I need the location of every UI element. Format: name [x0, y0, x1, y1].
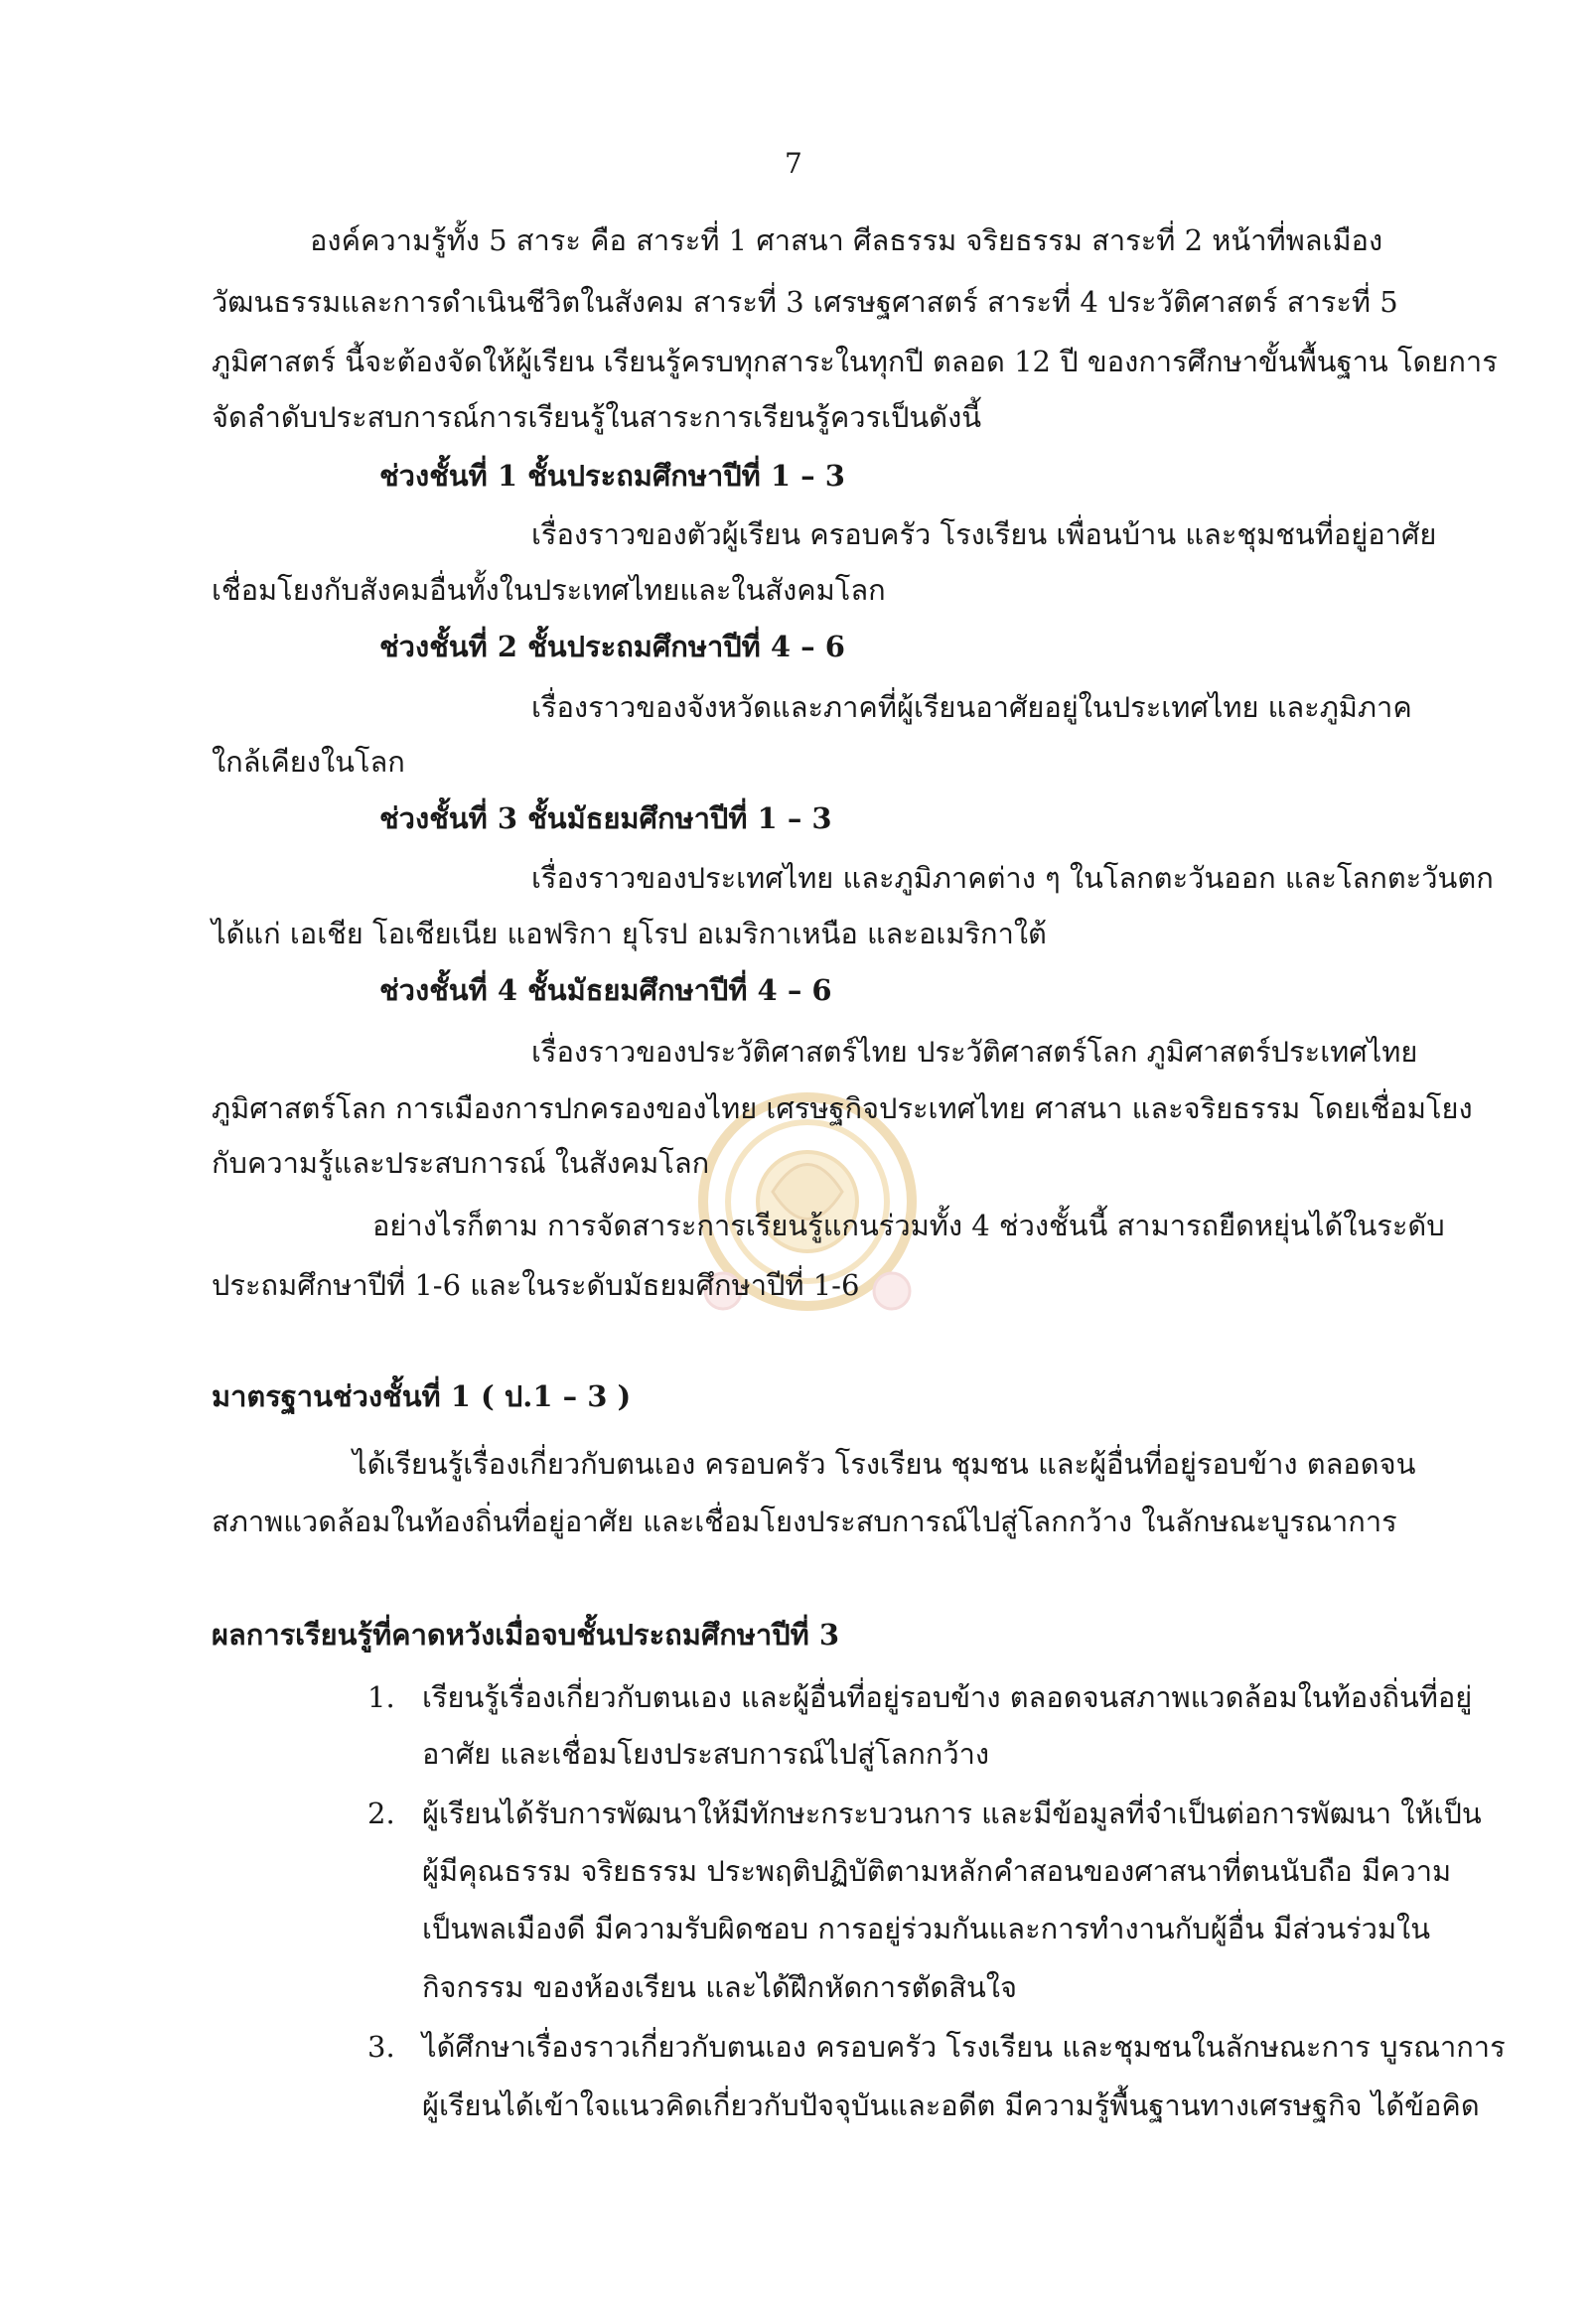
level1-line-1: เรื่องราวของตัวผู้เรียน ครอบครัว โรงเรียน เพื่อนบ้าน และชุมชนที่อยู่อาศัย [531, 517, 1437, 551]
closing-line-1: อย่างไรก็ตาม การจัดสาระการเรียนรู้แกนร่วมทั้ง 4 ช่วงชั้นนี้ สามารถยืดหยุ่นได้ในระดับ [372, 1209, 1445, 1242]
outcome-1-line-1: เรียนรู้เรื่องเกี่ยวกับตนเอง และผู้อื่นที่อยู่รอบข้าง ตลอดจนสภาพแวดล้อมในท้องถิ่นที่อยู่ [422, 1680, 1473, 1714]
level3-heading: ช่วงชั้นที่ 3 ชั้นมัธยมศึกษาปีที่ 1 – 3 [379, 801, 832, 835]
outcome-number: 3. [367, 2030, 395, 2064]
outcome-2-line-1: ผู้เรียนได้รับการพัฒนาให้มีทักษะกระบวนการ และมีข้อมูลที่จำเป็นต่อการพัฒนา ให้เป็น [422, 1797, 1482, 1830]
level1-heading: ช่วงชั้นที่ 1 ชั้นประถมศึกษาปีที่ 1 – 3 [379, 459, 845, 493]
outcome-number: 1. [367, 1680, 395, 1714]
outcome-2-line-2: ผู้มีคุณธรรม จริยธรรม ประพฤติปฏิบัติตามหลักคำสอนของศาสนาที่ตนนับถือ มีความ [422, 1854, 1452, 1888]
outcome-3-line-1: ได้ศึกษาเรื่องราวเกี่ยวกับตนเอง ครอบครัว โรงเรียน และชุมชนในลักษณะการ บูรณาการ [422, 2030, 1506, 2064]
level2-heading: ช่วงชั้นที่ 2 ชั้นประถมศึกษาปีที่ 4 – 6 [379, 630, 845, 663]
level1-line-2: เชื่อมโยงกับสังคมอื่นทั้งในประเทศไทยและในสังคมโลก [212, 573, 886, 607]
level3-line-2: ได้แก่ เอเชีย โอเชียเนีย แอฟริกา ยุโรป อเมริกาเหนือ และอเมริกาใต้ [212, 917, 1047, 950]
outcome-2-line-4: กิจกรรม ของห้องเรียน และได้ฝึกหัดการตัดสินใจ [422, 1970, 1017, 2004]
outcome-3-line-2: ผู้เรียนได้เข้าใจแนวคิดเกี่ยวกับปัจจุบันและอดีต มีความรู้พื้นฐานทางเศรษฐกิจ ได้ข้อคิด [422, 2088, 1480, 2122]
outcome-2-line-3: เป็นพลเมืองดี มีความรับผิดชอบ การอยู่ร่วมกันและการทำงานกับผู้อื่น มีส่วนร่วมใน [422, 1912, 1431, 1945]
intro-line-4: จัดลำดับประสบการณ์การเรียนรู้ในสาระการเรียนรู้ควรเป็นดังนี้ [212, 400, 982, 434]
closing-line-2: ประถมศึกษาปีที่ 1-6 และในระดับมัธยมศึกษาปีที่ 1-6 [212, 1268, 860, 1302]
outcome-1-line-2: อาศัย และเชื่อมโยงประสบการณ์ไปสู่โลกกว้าง [422, 1737, 990, 1771]
intro-line-1: องค์ความรู้ทั้ง 5 สาระ คือ สาระที่ 1 ศาสนา ศีลธรรม จริยธรรม สาระที่ 2 หน้าที่พลเมือง [310, 223, 1383, 257]
intro-line-3: ภูมิศาสตร์ นี้จะต้องจัดให้ผู้เรียน เรียนรู้ครบทุกสาระในทุกปี ตลอด 12 ปี ของการศึกษาขั้นพื้นฐาน โดยการ [212, 345, 1498, 378]
level2-line-1: เรื่องราวของจังหวัดและภาคที่ผู้เรียนอาศัยอยู่ในประเทศไทย และภูมิภาค [531, 690, 1412, 724]
intro-line-2: วัฒนธรรมและการดำเนินชีวิตในสังคม สาระที่ 3 เศรษฐศาสตร์ สาระที่ 4 ประวัติศาสตร์ สาระที่ 5 [212, 285, 1398, 319]
standard-line-1: ได้เรียนรู้เรื่องเกี่ยวกับตนเอง ครอบครัว โรงเรียน ชุมชน และผู้อื่นที่อยู่รอบข้าง ตลอดจน [353, 1447, 1416, 1481]
standard-line-2: สภาพแวดล้อมในท้องถิ่นที่อยู่อาศัย และเชื่อมโยงประสบการณ์ไปสู่โลกกว้าง ในลักษณะบูรณาการ [212, 1505, 1397, 1538]
outcome-number: 2. [367, 1797, 395, 1830]
level4-line-2: ภูมิศาสตร์โลก การเมืองการปกครองของไทย เศรษฐกิจประเทศไทย ศาสนา และจริยธรรม โดยเชื่อมโยง [212, 1091, 1473, 1125]
level4-line-1: เรื่องราวของประวัติศาสตร์ไทย ประวัติศาสตร์โลก ภูมิศาสตร์ประเทศไทย [531, 1035, 1418, 1069]
level4-heading: ช่วงชั้นที่ 4 ชั้นมัธยมศึกษาปีที่ 4 – 6 [379, 973, 832, 1007]
level3-line-1: เรื่องราวของประเทศไทย และภูมิภาคต่าง ๆ ในโลกตะวันออก และโลกตะวันตก [531, 861, 1494, 895]
level4-line-3: กับความรู้และประสบการณ์ ในสังคมโลก [212, 1146, 710, 1180]
page-number: 7 [785, 147, 802, 180]
level2-line-2: ใกล้เคียงในโลก [212, 745, 405, 779]
standard-heading: มาตรฐานช่วงชั้นที่ 1 ( ป.1 – 3 ) [212, 1379, 632, 1413]
outcomes-heading: ผลการเรียนรู้ที่คาดหวังเมื่อจบชั้นประถมศึกษาปีที่ 3 [212, 1618, 840, 1652]
